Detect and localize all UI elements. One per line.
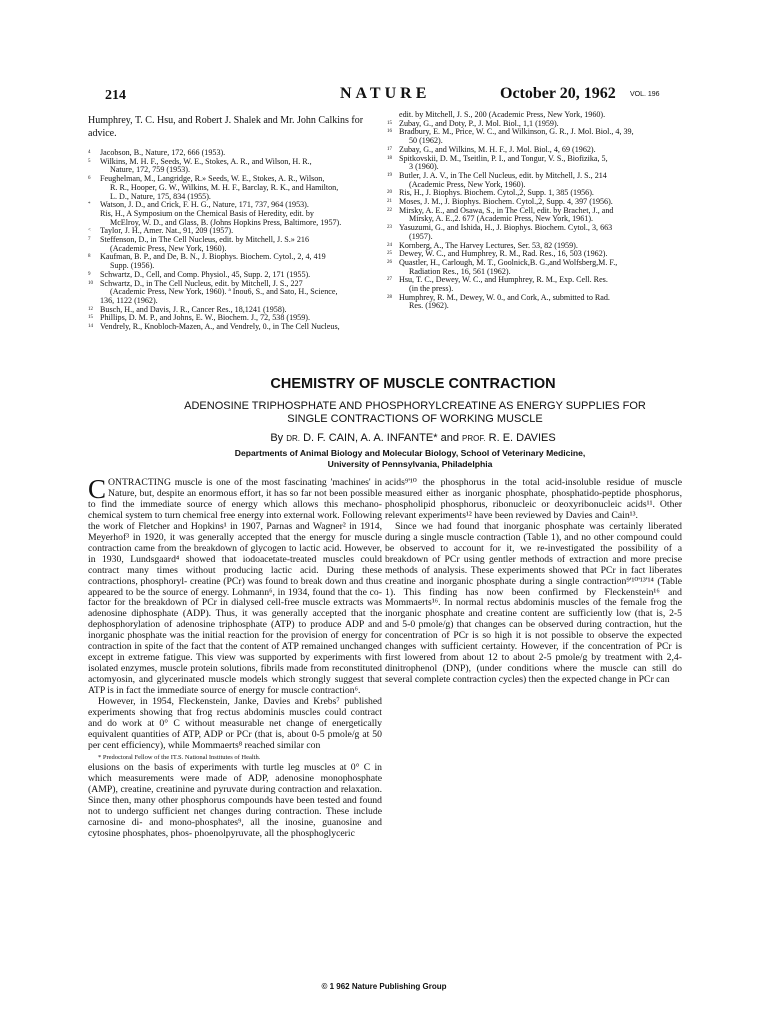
reference-line: Ris, H., J. Biophys. Biochem. Cytol.,2, Supp. 1, 385 (1956).	[399, 188, 594, 198]
reference-item	[387, 155, 687, 172]
reference-text	[399, 155, 687, 172]
subtitle-line-2: SINGLE CONTRACTIONS OF WORKING MUSCLE	[287, 413, 543, 425]
reference-number: 28	[387, 294, 392, 300]
affiliation-line-2: University of Pennsylvania, Philadelphia	[327, 459, 493, 469]
paragraph-text: However, in 1954, Fleckenstein, Janke, Davies and Krebs⁷ published experiments showing that frog rectus abdominis muscles could contract and do work at 0° C without measurable net change of energetically equivalent quantities of ATP, ADP or PCr (that is, about 0-5 pmole/g at 50 per cent efficiency), while Mommaerts⁸ reached similar con	[88, 696, 382, 751]
reference-line: (Academic Press, New York, 1960).	[110, 243, 227, 253]
reference-line: Dewey, W. C., and Humphrey, R. M., Rad. Res., 16, 503 (1962).	[399, 249, 608, 259]
reference-line: edit. by Mitchell, J. S., 200 (Academic Press, New York, 1960).	[399, 110, 606, 119]
reference-line: Wilkins, M. H. F., Seeds, W. E., Stokes, A. R., and Wilson, H. R.,	[100, 156, 312, 166]
reference-line: Zubay, G., and Doty, P., J. Mol. Biol., 1,1 (1959).	[399, 118, 559, 128]
reference-line: Taylor, J. H., Amer. Nat., 91, 209 (1957).	[100, 226, 234, 236]
reference-number: 17	[387, 146, 392, 152]
reference-line: (1957).	[409, 231, 433, 241]
reference-text	[399, 259, 687, 276]
reference-number: 20	[387, 190, 392, 196]
reference-number	[387, 111, 399, 120]
reference-line: Kornberg, A., The Harvey Lectures, Ser. 53, 82 (1959).	[399, 240, 578, 250]
reference-line: Schwartz, D., Cell, and Comp. Physiol., 45, Supp. 2, 171 (1955).	[100, 269, 311, 279]
reference-text	[399, 224, 687, 241]
reference-number: 16	[387, 129, 392, 135]
reference-number: 5	[88, 158, 91, 164]
reference-text	[100, 323, 370, 332]
affiliation	[150, 448, 670, 470]
prof-title: PROF.	[462, 434, 486, 443]
reference-number: 10	[88, 280, 93, 286]
reference-number: 18	[387, 155, 392, 161]
reference-number: 21	[387, 199, 392, 205]
page-header	[88, 85, 728, 110]
reference-line: (in the press).	[409, 284, 454, 294]
issue-date: October 20, 1962	[500, 85, 616, 102]
body-paragraph	[88, 474, 382, 697]
reference-number: 27	[387, 277, 392, 283]
reference-list-right	[387, 111, 687, 311]
reference-line: Steffenson, D., in The Cell Nucleus, edit. by Mitchell, J. S.» 216	[100, 235, 309, 245]
reference-number: 14	[88, 324, 93, 330]
body-column-right	[385, 478, 682, 686]
acknowledgement-text: Humphrey, T. C. Hsu, and Robert J. Shalek and Mr. John Calkins for advice.	[88, 115, 364, 139]
reference-number	[88, 210, 100, 227]
reference-number: 22	[387, 207, 392, 213]
reference-line: Quastler, H., Carlough, M. T., Goolnick,B. G.,and Wolfsberg,M. F.,	[399, 257, 618, 267]
paragraph-text: elusions on the basis of experiments with turtle leg muscles at 0° C in which measurements were made of ADP, adenosine monophosphate (AMP), creatine, creatinine and pyruvate during contraction and relaxation. Since then, many other phosphorus compounds have been tested and found not to undergo sufficient net changes during contraction. These include carnosine di- and mono-phosphates⁹, all the inosine, guanosine and cytosine phosphates, phos- phoenolpyruvate, all the phosphoglyceric	[88, 761, 382, 839]
reference-number: 24	[387, 242, 392, 248]
reference-line: Jacobson, B., Nature, 172, 666 (1953).	[100, 148, 226, 157]
reference-text	[100, 210, 370, 227]
page-number: 214	[105, 88, 126, 103]
reference-item	[88, 158, 370, 175]
reference-item	[88, 210, 370, 227]
reference-item	[387, 128, 687, 145]
authors-names: D. F. CAIN, A. A. INFANTE* and	[303, 432, 459, 444]
reference-text	[100, 158, 370, 175]
reference-item	[387, 259, 687, 276]
reference-line: L. D., Nature, 175, 834 (1955).	[110, 191, 211, 201]
reference-line: Watson, J. D., and Crick, F. H. G., Nature, 171, 737, 964 (1953).	[100, 200, 309, 210]
reference-line: Feughelman, M., Langridge, R.» Seeds, W. E., Stokes, A. R., Wilson,	[100, 174, 325, 184]
reference-line: R. R., Hooper, G. W., Wilkins, M. H. F., Barclay, R. K., and Hamilton,	[110, 182, 339, 192]
reference-line: 3 (1960).	[409, 162, 439, 172]
reference-line: Mirsky, A. E.,2. 677 (Academic Press, New York, 1961).	[409, 214, 594, 224]
reference-number: 15	[88, 315, 93, 321]
reference-line: Bradbury, E. M., Price, W. C., and Wilkinson, G. R., J. Mol. Biol., 4, 39,	[399, 127, 634, 137]
reference-text	[100, 253, 370, 270]
reference-line: 50 (1962).	[409, 136, 443, 146]
reference-line: Supp. (1956).	[110, 261, 155, 271]
reference-number: 12	[88, 306, 93, 312]
paragraph-text: ONTRACTING muscle is one of the most fascinating 'machines' in Nature, but, despite an enormous effort, it has so far not been possible to find the immediate source of energy which allows this mechano-chemical system to turn chemical free energy into external work. Following the work of Fletcher and Hopkins¹ in 1907, Parnas and Wagner² in 1914, Meyerhof³ in 1920, it was generally accepted that the energy for muscle contraction came from the breakdown of glycogen to lactic acid. However, in 1930, Lundsgaard⁴ showed that iodoacetate-treated muscles could contract many times without producing lactic acid. During these contractions, phosphoryl- creatine (PCr) was found to break down and thus appeared to be the source of energy. Lohmann⁶, in 1934, found that the co-factor for the breakdown of PCr in dialysed cell-free muscle extracts was adenosine diphosphate (ADP). Thus, it was generally accepted that the dephosphorylation of adenosine triphosphate (ATP) to produce ADP and inorganic phosphate was the initial reaction for the provision of energy for contraction in spite of the fact that the content of ATP remained unchanged except in extreme fatigue. This view was supported by experiments with isolated enzymes, muscle protein solutions, fibrils made from reconstituted actomyosin, and glycerinated muscle models which strongly suggest that ATP is in fact the immediate source of energy for muscle contraction⁶.	[88, 477, 382, 697]
reference-line: Ris, H., A Symposium on the Chemical Basis of Heredity, edit. by	[100, 208, 314, 218]
reference-line: Zubay, G., and Wilkins, M. H. F., J. Mol. Biol., 4, 69 (1962).	[399, 144, 596, 154]
author-davies: R. E. DAVIES	[488, 432, 556, 444]
reference-text	[399, 172, 687, 189]
reference-line: Mirsky, A. E., and Osawa, S., in The Cell, edit. by Brachet, J., and	[399, 205, 614, 215]
reference-number: 6	[88, 176, 91, 182]
reference-item	[387, 172, 687, 189]
reference-item	[387, 276, 687, 293]
reference-line: Kaufman, B. P., and De, B. N., J. Biophys. Biochem. Cytol., 2, 4, 419	[100, 252, 326, 262]
reference-number: 7	[88, 237, 91, 243]
reference-item	[88, 253, 370, 270]
reference-item	[387, 294, 687, 311]
reference-number: 15	[387, 120, 392, 126]
article-title: CHEMISTRY OF MUSCLE CONTRACTION	[270, 376, 556, 392]
journal-name: NATURE	[340, 85, 431, 102]
reference-line: McElroy, W. D., and Glass, B. (Johns Hopkins Press, Baltimore, 1957).	[110, 217, 342, 227]
reference-text	[399, 207, 687, 224]
body-paragraph	[88, 697, 382, 762]
reference-text	[100, 175, 370, 201]
article-subtitle	[130, 400, 700, 426]
reference-line: Res. (1962).	[409, 301, 449, 311]
reference-line: Busch, H., and Davis, J. R., Cancer Res., 18,1241 (1958).	[100, 304, 287, 314]
dr-title: DR.	[286, 434, 300, 443]
reference-line: Humphrey, R. M., Dewey, W. 0., and Cork, A., submitted to Rad.	[399, 292, 610, 302]
reference-number	[88, 297, 100, 306]
body-paragraph: Since we had found that inorganic phosphate was certainly liberated during a single muscle contraction (Table 1), and no other compound could be observed to account for it, we re-investigated the possibility of a breakdown of PCr using gentler methods of extraction and more precise methods of analysis. These experiments showed that PCr in fact liberates creatine and inorganic phosphate during a single contraction⁹'¹⁰'¹³'¹⁴ (Table 1). This finding has now been confirmed by Fleckenstein¹⁶ and Mommaerts¹⁶. In normal rectus abdominis muscles of the female frog the inorganic phosphate and creatine content are sufficiently low (that is, 2-5 and 5-0 pmole/g) that changes can be observed during contraction, hut the concentration of PCr is so high it is not possible to observe the expected changes with sufficient certainty. However, if the concentration of PCr is first lowered from about 12 to about 2-5 pmole/g by treatment with 2,4-dinitrophenol (DNP), (under conditions where the muscle can still do several complete contraction cycles) then the expected change in PCr can	[385, 520, 682, 686]
reference-number: <	[88, 228, 91, 234]
reference-number: 4	[88, 150, 91, 155]
reference-text	[399, 128, 687, 145]
reference-number: 26	[387, 259, 392, 265]
body-column-left	[88, 474, 382, 840]
copyright-notice: © 1 962 Nature Publishing Group	[321, 982, 447, 991]
reference-line: Radiation Res., 16, 561 (1962).	[409, 266, 511, 276]
reference-line: Schwartz, D., in The Cell Nucleus, edit. by Mitchell, J. S., 227	[100, 278, 303, 288]
reference-text	[100, 236, 370, 253]
drop-cap: C	[88, 474, 107, 504]
reference-text	[399, 276, 687, 293]
reference-line: Butler, J. A. V., in The Cell Nucleus, edit. by Mitchell, J. S., 214	[399, 170, 607, 180]
reference-list-left	[88, 149, 370, 332]
subtitle-line-1: ADENOSINE TRIPHOSPHATE AND PHOSPHORYLCREATINE AS ENERGY SUPPLIES FOR	[184, 400, 646, 412]
footnote: * Predoctoral Fellow of the IT.S. National Institutes of Health.	[98, 753, 261, 761]
reference-number: *	[88, 202, 91, 208]
reference-line: Hsu, T. C., Dewey, W. C., and Humphrey, R. M., Exp. Cell. Res.	[399, 275, 608, 285]
affiliation-line-1: Departments of Animal Biology and Molecular Biology, School of Veterinary Medicine,	[234, 448, 586, 458]
reference-item	[387, 207, 687, 224]
reference-item	[88, 280, 370, 297]
volume-label: VOL. 196	[630, 91, 660, 98]
reference-line: Phillips, D. M. P., and Johns, E. W., Biochem. J., 72, 538 (1959).	[100, 313, 310, 323]
reference-line: Vendrely, R., Knobloch-Mazen, A., and Vendrely, 0., in The Cell Nucleus,	[100, 322, 340, 332]
references-left-column	[88, 114, 370, 332]
body-paragraph: acids⁹'¹⁰ the phosphorus in the total acid-insoluble residue of muscle measured either as inorganic phosphate, phosphatido-peptide phosphorus, phospholipid phosphorus, ribonucleic or deoxyribonucleic acids¹¹. Other relevant experiments¹² have been reviewed by Davies and Cain¹³.	[385, 477, 682, 521]
reference-line: (Academic Press, New York, 1960). ª Inou6, S., and Sato, H., Science,	[110, 287, 338, 297]
reference-item	[88, 323, 370, 332]
reference-number: 25	[387, 251, 392, 257]
reference-text	[100, 280, 370, 297]
reference-line: Yasuzumi, G., and Ishida, H., J. Biophys. Biochem. Cytol., 3, 663	[399, 223, 613, 233]
body-paragraph	[88, 763, 382, 840]
reference-item	[88, 236, 370, 253]
reference-line: (Academic Press, New York, 1960).	[409, 179, 526, 189]
reference-line: 136, 1122 (1962).	[100, 295, 158, 305]
by-label: By	[270, 432, 284, 444]
reference-line: Spitkovskii, D. M., Tseitlin, P. I., and Tongur, V. S., Biofizika, 5,	[399, 153, 608, 163]
reference-line: Moses, J. M., J. Biophys. Biochem. Cytol.,2, Supp. 4, 397 (1956).	[399, 197, 613, 207]
reference-line: Nature, 172, 759 (1953).	[110, 165, 191, 175]
reference-number: 8	[88, 254, 91, 260]
author-line	[88, 432, 738, 444]
reference-text	[399, 294, 687, 311]
reference-number: 9	[88, 271, 91, 277]
reference-number: 19	[387, 172, 392, 178]
reference-item	[88, 175, 370, 201]
reference-item	[387, 224, 687, 241]
reference-number: 23	[387, 225, 392, 231]
references-right-column	[387, 111, 687, 311]
